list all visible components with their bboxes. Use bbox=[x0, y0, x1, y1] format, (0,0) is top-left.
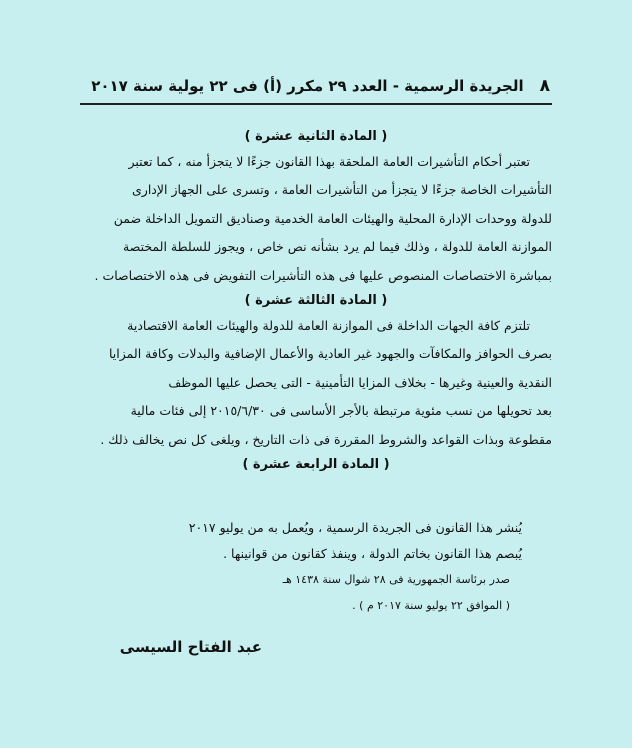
article-14-body bbox=[80, 515, 522, 619]
article-13-line: تلتزم كافة الجهات الداخلة فى الموازنة العامة للدولة والهيئات العامة الاقتصادية bbox=[127, 318, 530, 334]
article-12-line: بمباشرة الاختصاصات المنصوص عليها فى هذه التأشيرات التفويض فى هذه الاختصاصات . bbox=[94, 267, 552, 283]
article-14-line: يُبصم هذا القانون بخاتم الدولة ، وينفذ كقانون من قوانينها . bbox=[223, 546, 522, 561]
article-13-line: مقطوعة وبذات القواعد والشروط المقررة فى ذات التاريخ ، ويلغى كل نص يخالف ذلك . bbox=[100, 431, 552, 447]
issuance-date-hijri: صدر برئاسة الجمهورية فى ٢٨ شوال سنة ١٤٣٨ هـ bbox=[282, 573, 510, 586]
article-13-line: النقدية والعينية وغيرها - بخلاف المزايا التأمينية - التى يحصل عليها الموظف bbox=[168, 374, 552, 390]
article-13-heading: ( المادة الثالثة عشرة ) bbox=[244, 293, 388, 309]
law-body bbox=[80, 126, 552, 476]
page-number: ٨ bbox=[539, 76, 550, 96]
article-12-line: التأشيرات الخاصة جزءًا لا يتجزأ من التأشيرات العامة ، وتسرى على الجهاز الإدارى bbox=[132, 182, 552, 198]
president-signature: عبد الفتاح السيسى bbox=[119, 638, 262, 656]
issuance-date-gregorian: ( الموافق ٢٢ يوليو سنة ٢٠١٧ م ) . bbox=[352, 599, 510, 612]
article-13-line: بصرف الحوافز والمكافآت والجهود غير العادية والأعمال الإضافية والبدلات وكافة المزايا bbox=[109, 346, 552, 362]
article-13-line: بعد تحويلها من نسب مئوية مرتبطة بالأجر الأساسى فى ٢٠١٥/٦/٣٠ إلى فئات مالية bbox=[130, 403, 552, 419]
article-12-line: الموازنة العامة للدولة ، وذلك فيما لم يرد بشأنه نص خاص ، ويجوز للسلطة المختصة bbox=[123, 239, 552, 255]
article-12-heading: ( المادة الثانية عشرة ) bbox=[244, 129, 388, 144]
article-14-line: يُنشر هذا القانون فى الجريدة الرسمية ، ويُعمل به من يوليو ٢٠١٧ bbox=[188, 520, 522, 535]
header-divider bbox=[80, 103, 552, 105]
page-header bbox=[90, 74, 550, 98]
article-12-line: للدولة ووحدات الإدارة المحلية والهيئات العامة الخدمية وصناديق التمويل الداخلة ضمن bbox=[113, 210, 552, 226]
article-12-line: تعتبر أحكام التأشيرات العامة الملحقة بهذا القانون جزءًا لا يتجزأ منه ، كما تعتبر bbox=[128, 154, 530, 169]
article-14-heading: ( المادة الرابعة عشرة ) bbox=[242, 457, 390, 473]
gazette-title: الجريدة الرسمية - العدد ٢٩ مكرر (أ) فى ٢٢ يولية سنة ٢٠١٧ bbox=[91, 77, 524, 95]
